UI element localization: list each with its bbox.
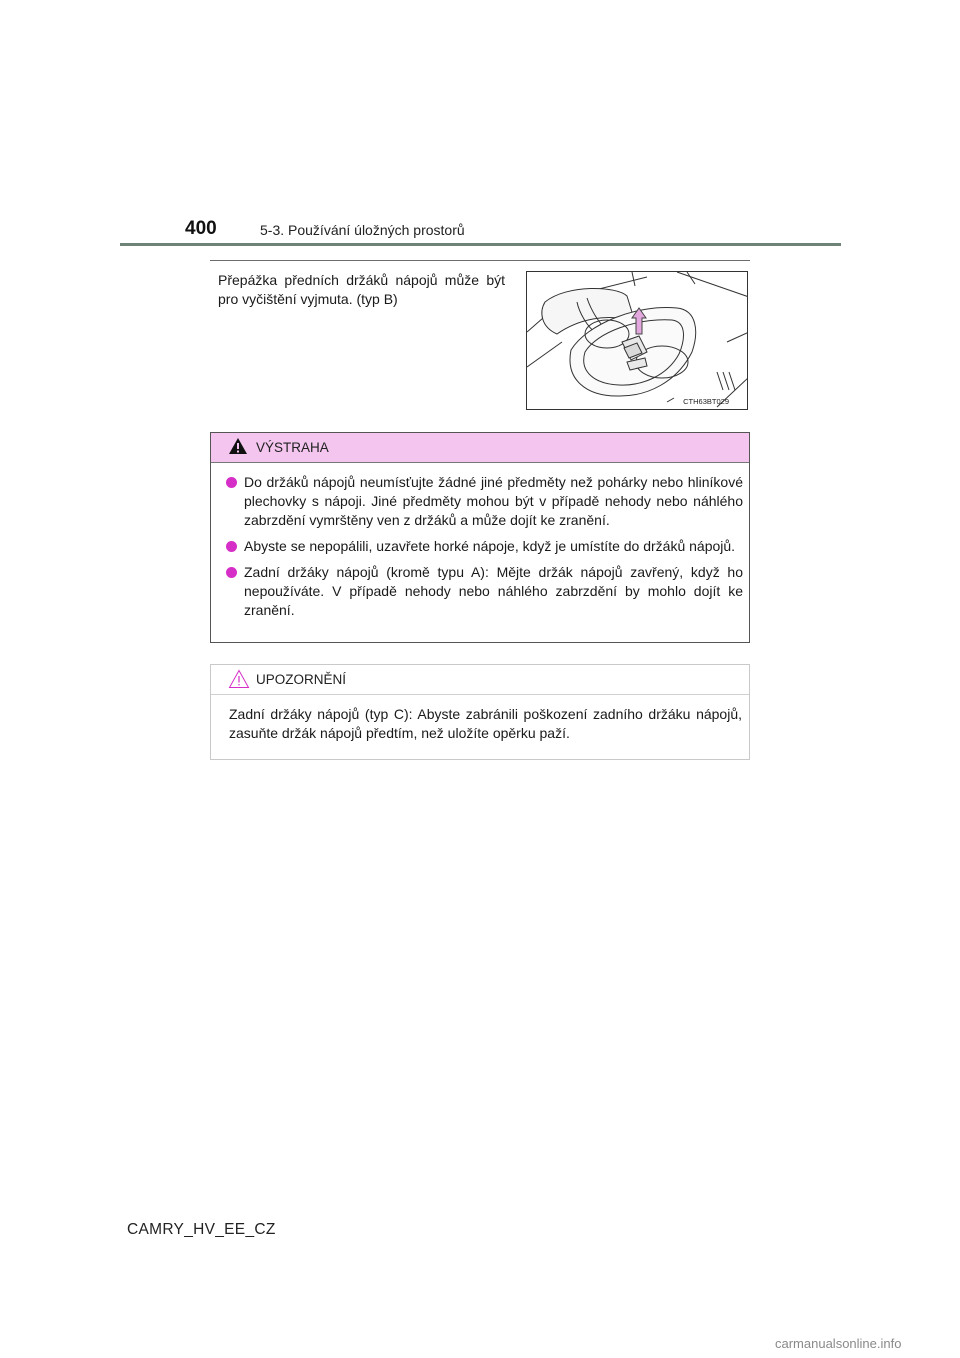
watermark: carmanualsonline.info: [775, 1336, 902, 1351]
intro-paragraph: Přepážka předních držáků nápojů může být pro vyčištění vyjmuta. (typ B): [218, 272, 505, 307]
bullet-icon: [226, 567, 237, 578]
cup-holder-figure: [526, 271, 748, 410]
warning-list: [226, 473, 743, 627]
bullet-icon: [226, 477, 237, 488]
header-rule: [120, 243, 841, 246]
caution-title: UPOZORNĚNÍ: [256, 672, 347, 687]
list-item: [226, 537, 743, 556]
warning-title: VÝSTRAHA: [256, 440, 329, 455]
bullet-icon: [226, 541, 237, 552]
warning-item-text: Zadní držáky nápojů (kromě typu A): Mějte držák nápojů zavřený, když ho nepoužíváte. V případě nehody nebo náhlého zabrzdění by mohlo dojít ke zranění.: [244, 564, 743, 618]
caution-triangle-icon: [228, 669, 250, 689]
caution-header: [211, 665, 749, 695]
warning-item-text: Do držáků nápojů neumísťujte žádné jiné předměty než pohárky nebo hliníkové plechovky s nápoji. Jiné předměty mohou být v případě nehody nebo náhlého zabrzdění vymrštěny ven z držáků a může dojít ke zranění.: [244, 474, 743, 528]
section-title: 5-3. Používání úložných prostorů: [260, 222, 465, 238]
warning-header: [211, 433, 749, 463]
list-item: [226, 473, 743, 530]
caution-box: [210, 664, 750, 760]
page-number: 400: [185, 218, 217, 239]
warning-triangle-icon: [228, 437, 248, 455]
document-id: CAMRY_HV_EE_CZ: [127, 1221, 276, 1238]
warning-item-text: Abyste se nepopálili, uzavřete horké nápoje, když je umístíte do držáků nápojů.: [244, 538, 736, 554]
cup-holder-illustration-icon: [527, 272, 748, 410]
warning-box: [210, 432, 750, 643]
figure-code: CTH63BT029: [683, 397, 729, 406]
caution-text: Zadní držáky nápojů (typ C): Abyste zabránili poškození zadního držáku nápojů, zasuňte držák nápojů předtím, než uložíte opěrku paží.: [229, 706, 742, 741]
content-rule: [210, 260, 750, 261]
list-item: [226, 563, 743, 620]
